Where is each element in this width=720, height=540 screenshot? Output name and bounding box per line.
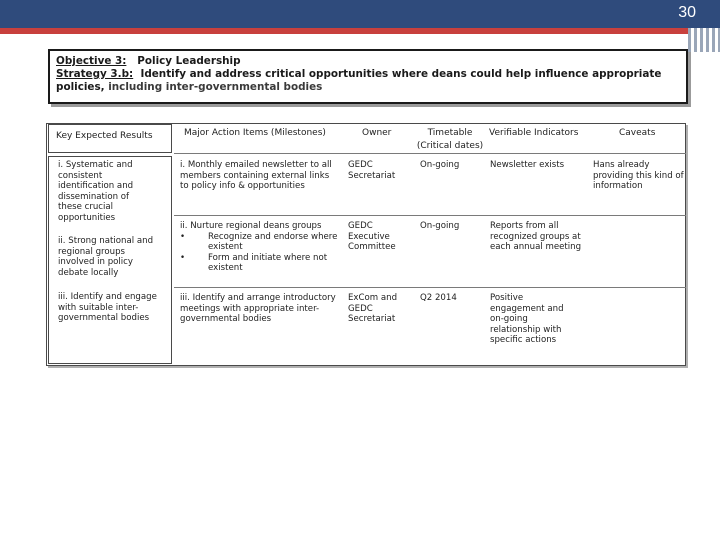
row-2-bullet-2	[180, 253, 342, 274]
row-2-bullet-2-text: Form and initiate where not existent	[208, 252, 328, 274]
header-owner: Owner	[362, 128, 392, 138]
slide-number: 30	[678, 4, 696, 21]
row-3-indicator: Positive engagement and on-going relationship with specific actions	[490, 293, 564, 346]
key-result-3: iii. Identify and engage with suitable inter-governmental bodies	[58, 292, 157, 324]
row-2-action-title: ii. Nurture regional deans groups	[180, 221, 322, 231]
row-1-indicator: Newsletter exists	[490, 160, 565, 170]
header-timetable-title: Timetable	[427, 128, 473, 138]
header-indicators: Verifiable Indicators	[489, 128, 579, 138]
row-divider-1	[174, 215, 686, 216]
bullet-icon: •	[180, 252, 186, 263]
strategy-line-2	[56, 81, 680, 94]
header-divider	[174, 153, 686, 154]
header-actions: Major Action Items (Milestones)	[184, 128, 326, 138]
strategy-text-2: policies,	[56, 81, 105, 93]
header-stripe	[0, 28, 710, 34]
row-2-bullet-1	[180, 232, 342, 253]
row-2-timetable: On-going	[420, 221, 460, 231]
header-stripe-fade	[688, 28, 720, 52]
key-result-1: i. Systematic and consistent identification and dissemination of these crucial opportunities	[58, 160, 134, 223]
row-2-action	[180, 221, 342, 274]
row-1-caveat: Hans already providing this kind of information	[593, 160, 684, 192]
row-3-owner: ExCom and GEDC Secretariat	[348, 293, 398, 325]
strategy-text-3: including inter-governmental bodies	[104, 81, 323, 93]
row-2-bullet-1-text: Recognize and endorse where existent	[208, 231, 338, 253]
row-divider-2	[174, 287, 686, 288]
strategy-label: Strategy 3.b:	[56, 68, 134, 80]
header-timetable-sub: (Critical dates)	[416, 141, 484, 151]
objective-label: Objective 3:	[56, 55, 127, 67]
objective-line	[56, 55, 680, 68]
bullet-icon: •	[180, 231, 186, 242]
row-1-action: i. Monthly emailed newsletter to all members containing external links to policy info & opportunities	[180, 160, 332, 192]
header-timetable	[414, 127, 486, 153]
objective-title: Policy Leadership	[137, 55, 241, 67]
row-3-timetable: Q2 2014	[420, 293, 457, 303]
header-caveats: Caveats	[619, 128, 656, 138]
row-2-indicator: Reports from all recognized groups at each annual meeting	[490, 221, 582, 253]
strategy-line	[56, 68, 680, 81]
row-1-owner: GEDC Secretariat	[348, 160, 396, 181]
header-bar	[0, 0, 720, 28]
header-key-results: Key Expected Results	[56, 131, 153, 141]
row-1-timetable: On-going	[420, 160, 460, 170]
strategy-text: Identify and address critical opportunities where deans could help influence appropriate	[140, 68, 662, 80]
row-2-owner: GEDC Executive Committee	[348, 221, 396, 253]
row-3-action: iii. Identify and arrange introductory meetings with appropriate inter-governmental bodies	[180, 293, 336, 325]
objective-box	[48, 49, 688, 104]
key-result-2: ii. Strong national and regional groups involved in policy debate locally	[58, 236, 154, 278]
